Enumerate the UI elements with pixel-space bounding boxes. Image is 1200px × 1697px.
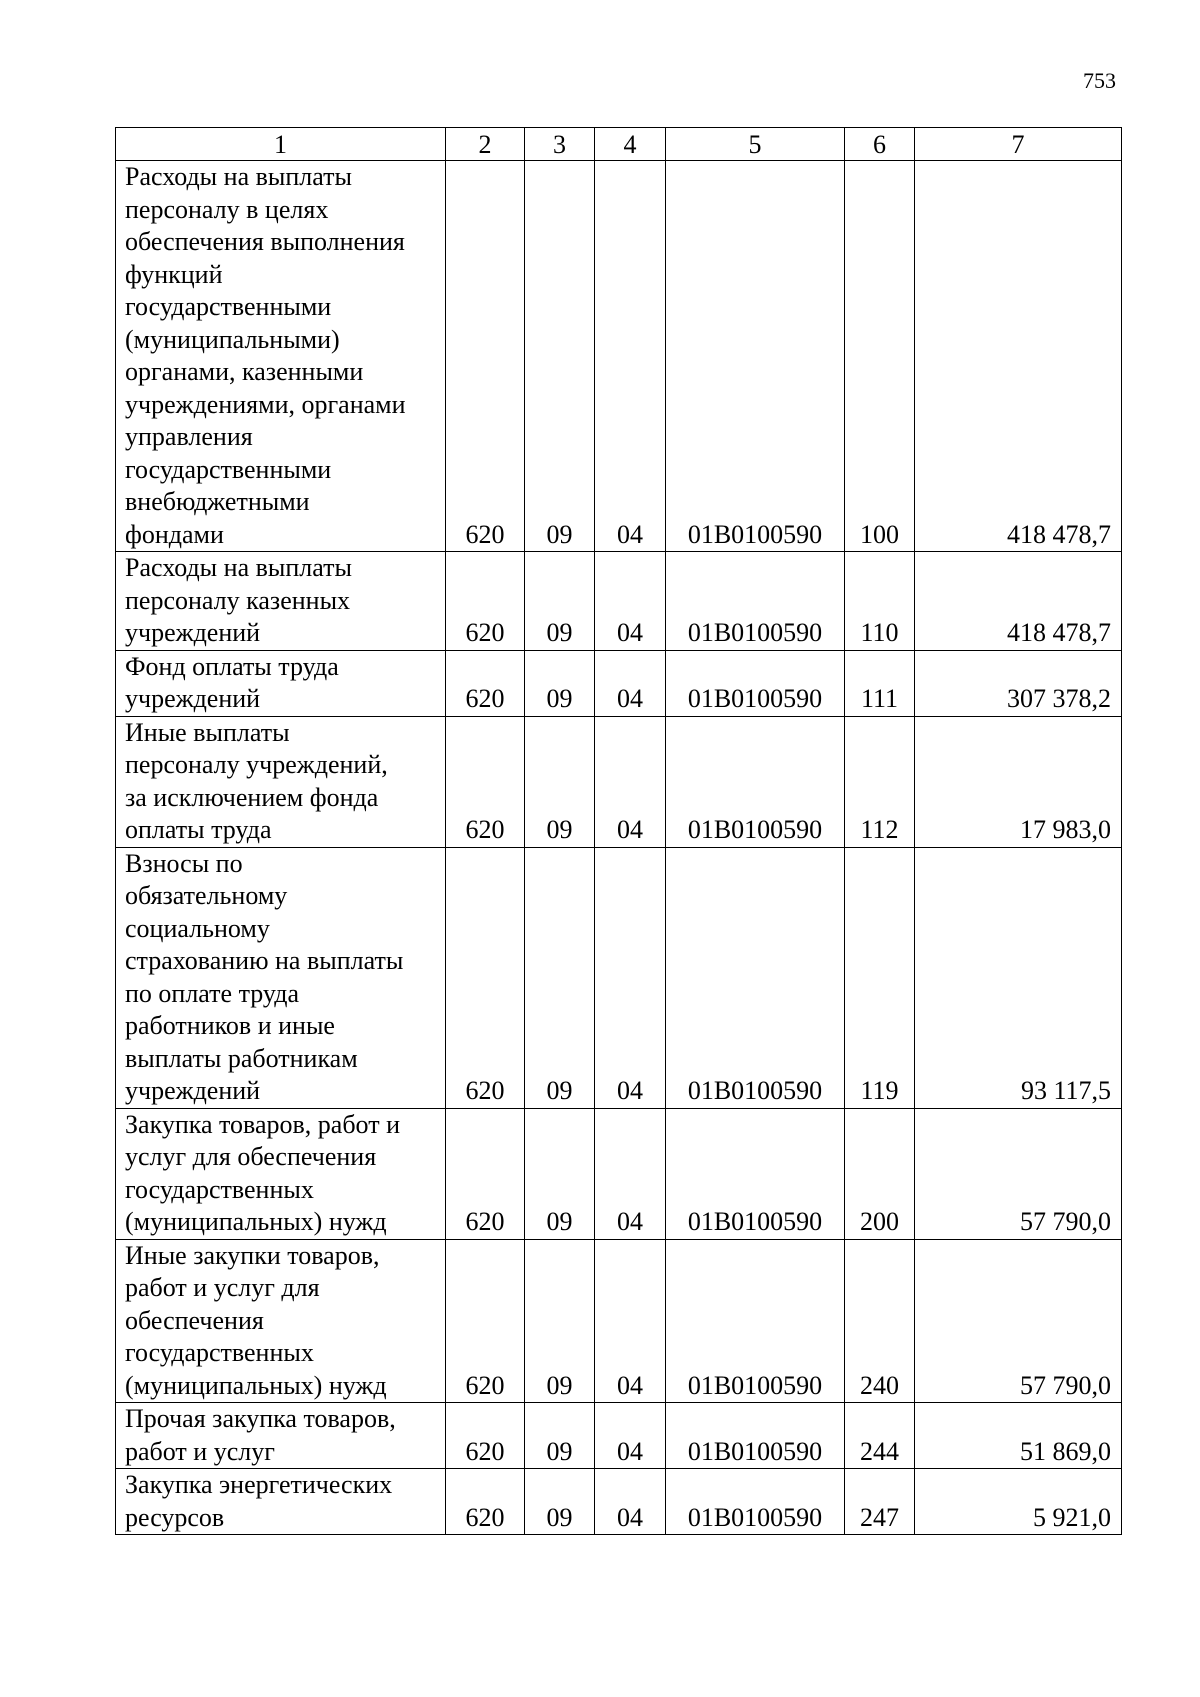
expense-type-cell: 247 <box>845 1469 915 1535</box>
expense-name-line: учреждений <box>125 618 261 647</box>
expense-name-line: работ и услуг <box>125 1436 275 1466</box>
table-row <box>116 1469 1122 1535</box>
expense-name-line: (муниципальными) <box>125 324 340 354</box>
expense-name-line: государственными <box>125 292 332 321</box>
expense-name-line: ресурсов <box>125 1502 225 1532</box>
header-row <box>116 128 1122 161</box>
table-row <box>116 650 1122 716</box>
column-header: 4 <box>595 128 666 161</box>
expense-name-line: государственными <box>125 454 332 484</box>
column-header: 1 <box>116 128 446 161</box>
target-article-cell: 01В0100590 <box>666 1403 845 1469</box>
expense-name-line: Закупка энергетических <box>125 1470 393 1499</box>
ministry-code-cell: 620 <box>446 1403 525 1469</box>
expense-name-line: персоналу в целях <box>125 194 329 224</box>
target-article-cell: 01В0100590 <box>666 552 845 651</box>
table-row <box>116 552 1122 651</box>
expense-name-cell <box>116 1108 446 1239</box>
table-row <box>116 1403 1122 1469</box>
expense-name-line: выплаты работникам <box>125 1043 358 1073</box>
expense-type-cell: 111 <box>845 650 915 716</box>
expense-name-line: фондами <box>125 519 224 549</box>
expense-name-line: Расходы на выплаты <box>125 162 352 191</box>
section-code-cell: 09 <box>525 1108 595 1239</box>
subsection-code-cell: 04 <box>595 1108 666 1239</box>
expense-name-line: (муниципальных) нужд <box>125 1207 387 1236</box>
table-row <box>116 1239 1122 1403</box>
expense-name-line: управления <box>125 422 253 451</box>
target-article-cell: 01В0100590 <box>666 650 845 716</box>
expense-name-cell <box>116 1469 446 1535</box>
expense-name-line: внебюджетными <box>125 487 310 516</box>
target-article-cell: 01В0100590 <box>666 1239 845 1403</box>
subsection-code-cell: 04 <box>595 1239 666 1403</box>
target-article-cell: 01В0100590 <box>666 161 845 552</box>
ministry-code-cell: 620 <box>446 847 525 1108</box>
table-row <box>116 161 1122 552</box>
section-code-cell: 09 <box>525 650 595 716</box>
section-code-cell: 09 <box>525 716 595 847</box>
amount-cell: 57 790,0 <box>915 1108 1122 1239</box>
expense-name-cell <box>116 1403 446 1469</box>
subsection-code-cell: 04 <box>595 1469 666 1535</box>
expense-name-cell <box>116 716 446 847</box>
budget-table <box>115 127 1122 1535</box>
expense-type-cell: 244 <box>845 1403 915 1469</box>
expense-name-line: Фонд оплаты труда <box>125 651 339 681</box>
target-article-cell: 01В0100590 <box>666 847 845 1108</box>
section-code-cell: 09 <box>525 847 595 1108</box>
amount-cell: 5 921,0 <box>915 1469 1122 1535</box>
expense-type-cell: 110 <box>845 552 915 651</box>
expense-name-line: социальному <box>125 913 270 943</box>
expense-name-line: Взносы по <box>125 848 243 878</box>
subsection-code-cell: 04 <box>595 161 666 552</box>
expense-name-line: за исключением фонда <box>125 782 379 812</box>
column-header: 2 <box>446 128 525 161</box>
table-row <box>116 1108 1122 1239</box>
ministry-code-cell: 620 <box>446 650 525 716</box>
expense-name-line: Иные выплаты <box>125 717 290 747</box>
expense-name-line: обязательному <box>125 881 288 910</box>
expense-name-cell <box>116 847 446 1108</box>
table-row <box>116 847 1122 1108</box>
expense-name-line: Прочая закупка товаров, <box>125 1404 396 1433</box>
expense-type-cell: 200 <box>845 1108 915 1239</box>
expense-type-cell: 119 <box>845 847 915 1108</box>
subsection-code-cell: 04 <box>595 650 666 716</box>
expense-name-line: оплаты труда <box>125 815 272 844</box>
section-code-cell: 09 <box>525 1239 595 1403</box>
target-article-cell: 01В0100590 <box>666 1469 845 1535</box>
subsection-code-cell: 04 <box>595 847 666 1108</box>
expense-name-line: работников и иные <box>125 1011 335 1040</box>
expense-type-cell: 240 <box>845 1239 915 1403</box>
section-code-cell: 09 <box>525 1403 595 1469</box>
expense-name-cell <box>116 161 446 552</box>
expense-name-line: Расходы на выплаты <box>125 553 352 582</box>
amount-cell: 17 983,0 <box>915 716 1122 847</box>
ministry-code-cell: 620 <box>446 716 525 847</box>
ministry-code-cell: 620 <box>446 552 525 651</box>
column-header: 7 <box>915 128 1122 161</box>
expense-name-line: учреждениями, органами <box>125 389 406 419</box>
section-code-cell: 09 <box>525 1469 595 1535</box>
expense-name-cell <box>116 1239 446 1403</box>
amount-cell: 51 869,0 <box>915 1403 1122 1469</box>
amount-cell: 307 378,2 <box>915 650 1122 716</box>
expense-name-line: государственных <box>125 1174 314 1204</box>
section-code-cell: 09 <box>525 161 595 552</box>
amount-cell: 93 117,5 <box>915 847 1122 1108</box>
expense-name-line: функций <box>125 259 223 289</box>
ministry-code-cell: 620 <box>446 1108 525 1239</box>
expense-name-cell <box>116 552 446 651</box>
ministry-code-cell: 620 <box>446 1239 525 1403</box>
subsection-code-cell: 04 <box>595 1403 666 1469</box>
expense-type-cell: 100 <box>845 161 915 552</box>
amount-cell: 418 478,7 <box>915 552 1122 651</box>
column-header: 6 <box>845 128 915 161</box>
subsection-code-cell: 04 <box>595 716 666 847</box>
subsection-code-cell: 04 <box>595 552 666 651</box>
ministry-code-cell: 620 <box>446 1469 525 1535</box>
column-header: 5 <box>666 128 845 161</box>
amount-cell: 418 478,7 <box>915 161 1122 552</box>
target-article-cell: 01В0100590 <box>666 1108 845 1239</box>
expense-type-cell: 112 <box>845 716 915 847</box>
expense-name-line: (муниципальных) нужд <box>125 1370 387 1400</box>
expense-name-line: обеспечения <box>125 1305 264 1335</box>
expense-name-line: Закупка товаров, работ и <box>125 1109 400 1139</box>
target-article-cell: 01В0100590 <box>666 716 845 847</box>
expense-name-line: Иные закупки товаров, <box>125 1240 380 1270</box>
expense-name-line: органами, казенными <box>125 357 364 386</box>
expense-name-line: учреждений <box>125 1076 261 1105</box>
page-number: 753 <box>1083 68 1116 93</box>
column-header: 3 <box>525 128 595 161</box>
ministry-code-cell: 620 <box>446 161 525 552</box>
expense-name-line: обеспечения выполнения <box>125 227 405 256</box>
expense-name-line: услуг для обеспечения <box>125 1142 377 1171</box>
expense-name-line: государственных <box>125 1338 314 1367</box>
expense-name-line: по оплате труда <box>125 978 300 1008</box>
table-row <box>116 716 1122 847</box>
expense-name-line: персоналу казенных <box>125 585 351 615</box>
expense-name-line: работ и услуг для <box>125 1273 320 1302</box>
expense-name-line: страхованию на выплаты <box>125 946 404 975</box>
expense-name-cell <box>116 650 446 716</box>
expense-name-line: учреждений <box>125 684 261 713</box>
section-code-cell: 09 <box>525 552 595 651</box>
amount-cell: 57 790,0 <box>915 1239 1122 1403</box>
expense-name-line: персоналу учреждений, <box>125 750 388 779</box>
